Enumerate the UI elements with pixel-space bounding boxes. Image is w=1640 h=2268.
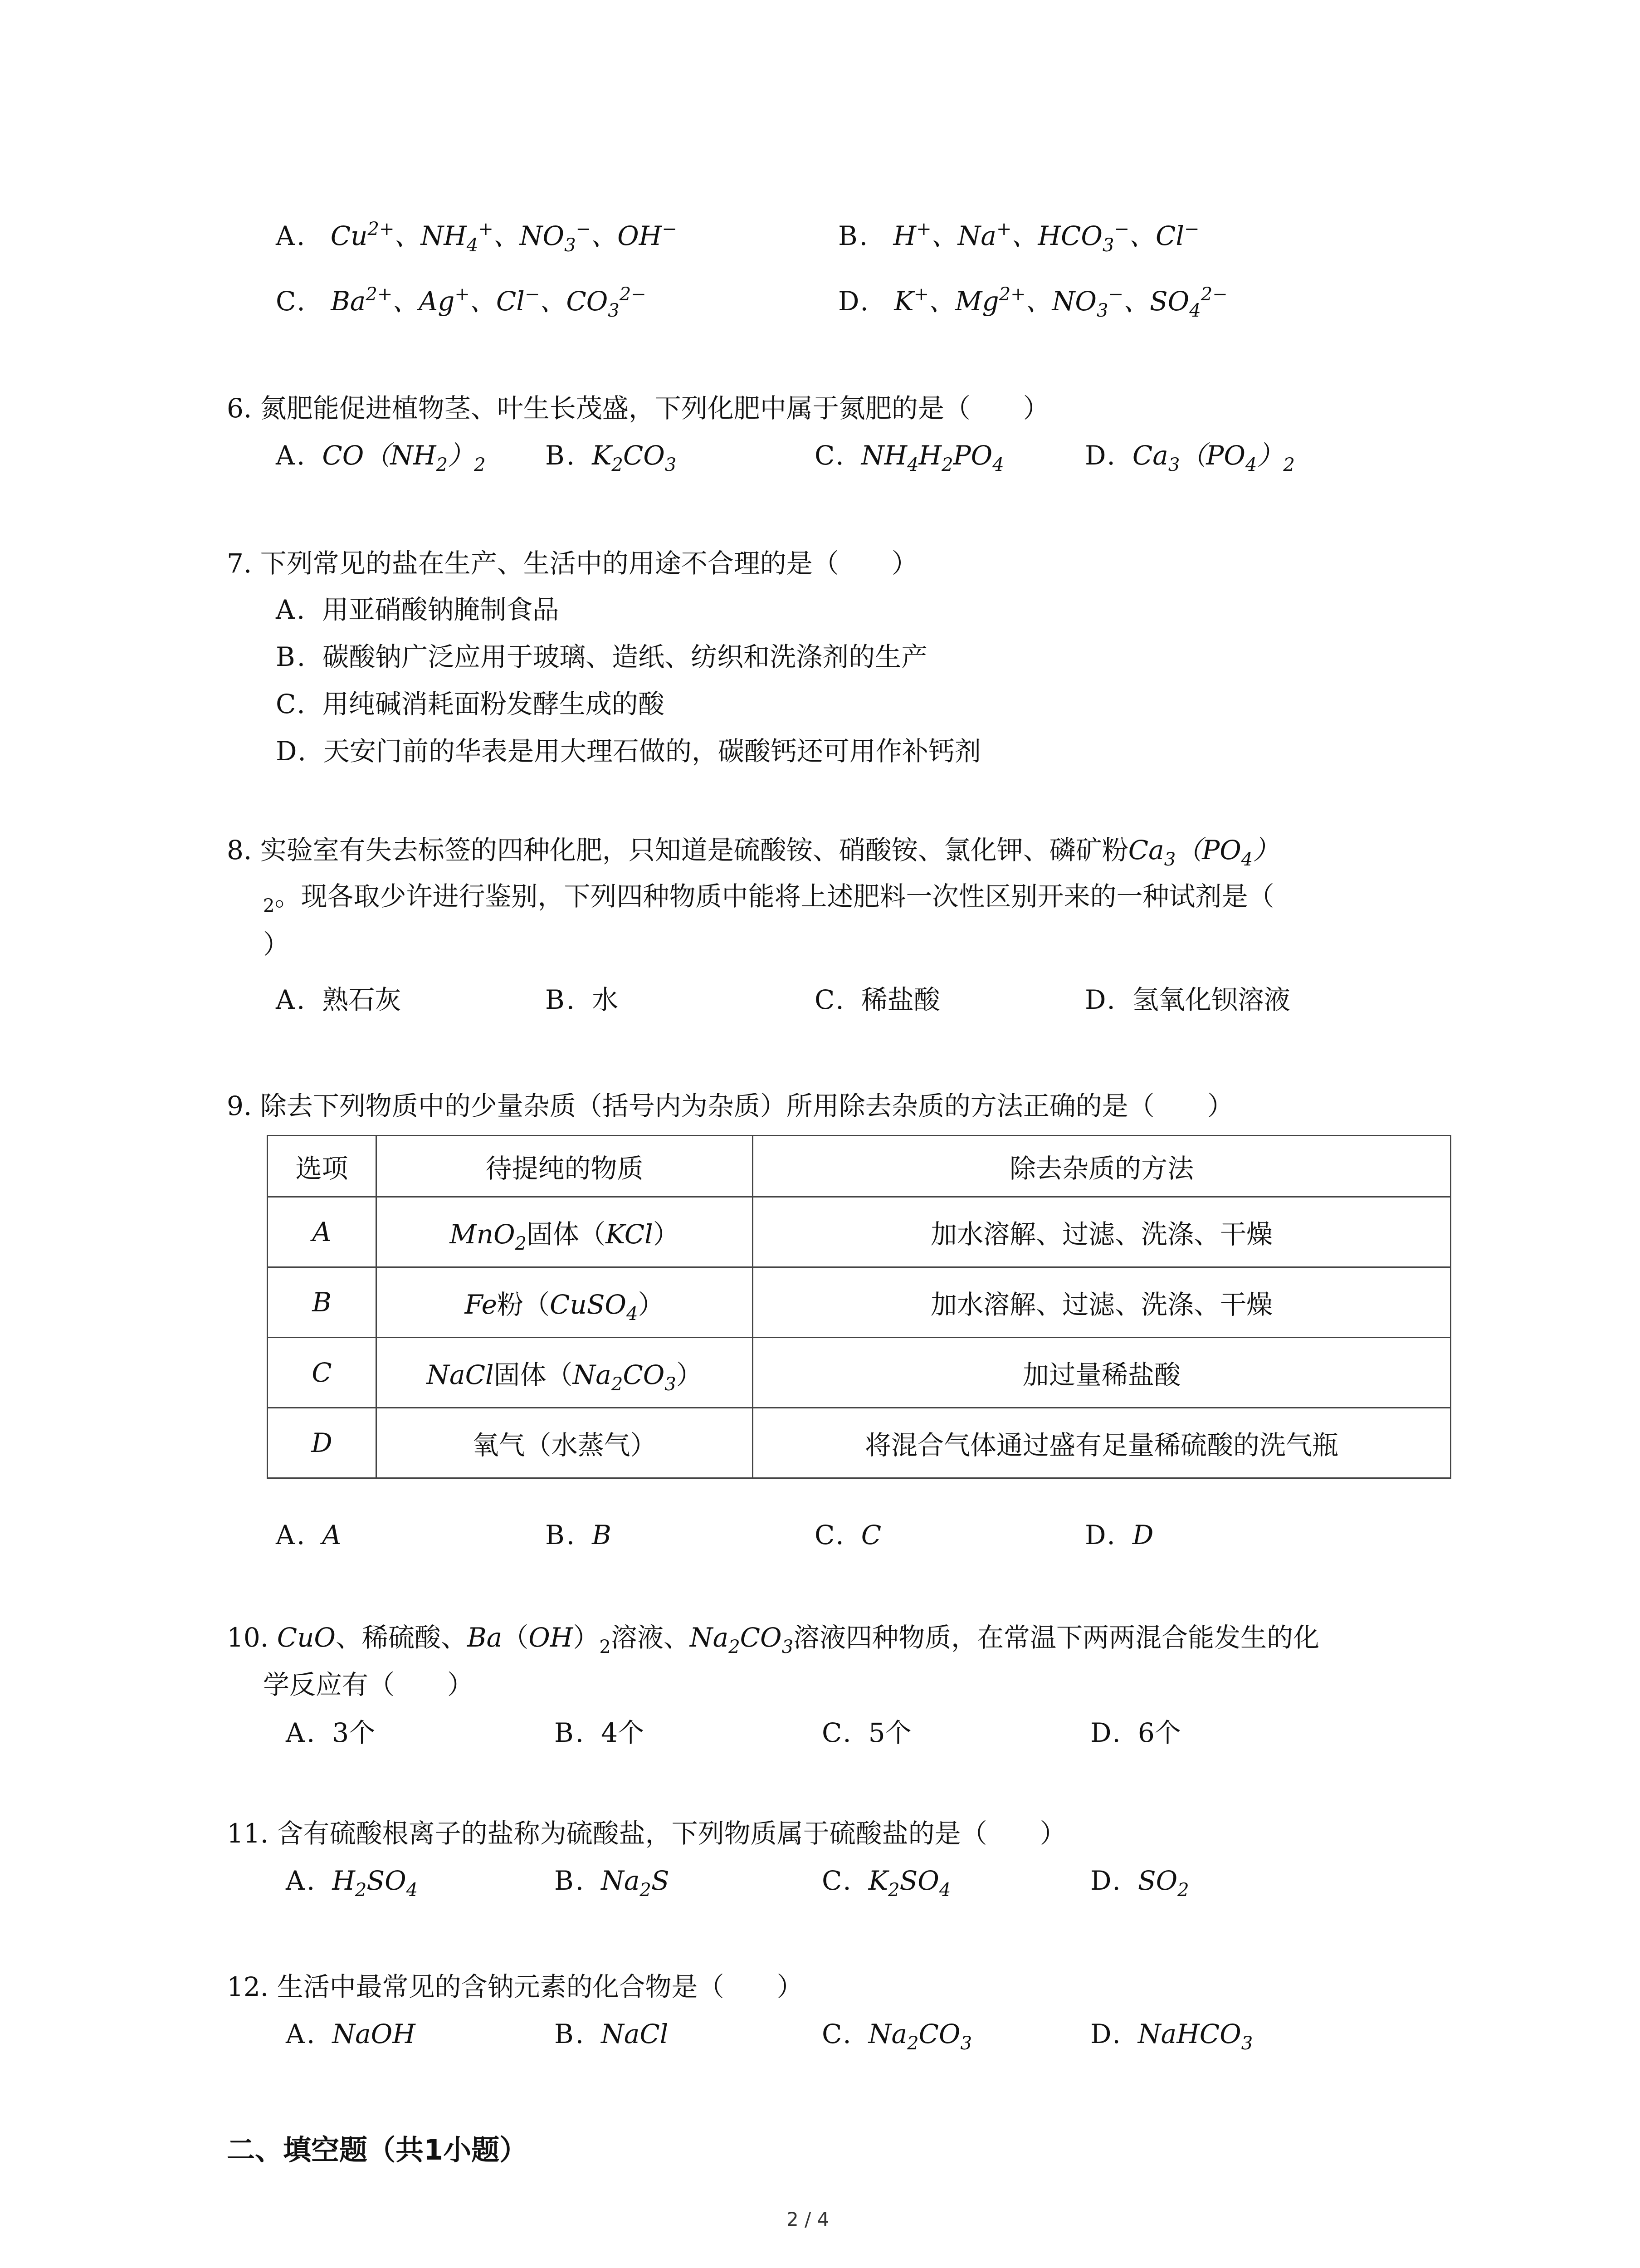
option-label: B. [554,1717,586,1748]
q6-option-d [1085,436,1295,474]
option-label: C. [822,1865,853,1896]
table-cell-substance: MnO$_2$固体（KCl） [376,1197,753,1267]
option-label: D. [1090,1865,1123,1896]
q7-option-b [276,638,927,676]
option-label: C. [815,984,846,1015]
page-number: 2 / 4 [786,2208,830,2230]
q9-table [267,1135,1451,1479]
q11-stem: 11. 含有硫酸根离子的盐称为硫酸盐，下列物质属于硫酸盐的是（ ） [227,1818,1066,1849]
q5-option-d [838,282,1228,320]
option-formula: $SO_2$ [1137,1865,1189,1901]
q10-stem-line2: 学反应有（ ） [263,1669,474,1700]
q10-option-b [554,1714,644,1752]
option-label: B. [554,1865,586,1896]
option-text: 碳酸钠广泛应用于玻璃、造纸、纺织和洗涤剂的生产 [322,641,928,672]
table-row [268,1408,1451,1478]
q10-option-d [1090,1714,1181,1752]
q8-stem-line2 [263,877,1274,915]
q8-stem-line1 [227,831,1279,869]
q11-option-d [1090,1862,1189,1900]
q8-option-c [815,981,940,1019]
option-label: D. [276,736,308,767]
option-formula: $CO(NH_2)_2$ [322,440,486,475]
q6-stem: 6. 氮肥能促进植物茎、叶生长茂盛，下列化肥中属于氮肥的是（ ） [227,393,1049,424]
option-text: D [1132,1520,1154,1550]
q8-option-d [1085,981,1290,1019]
option-label: C. [815,440,846,471]
option-formula: $Cu^{2+}$、$NH_4^+$、$NO_3^-$、OH− [330,219,677,256]
option-text: 用纯碱消耗面粉发酵生成的酸 [322,689,664,719]
option-formula: $H_2SO_4$ [332,1865,418,1901]
table-row [268,1338,1451,1408]
option-label: D. [1085,440,1117,471]
option-formula: $Ba^{2+}$、Ag+、Cl−、$CO_3^{2-}$ [331,284,646,321]
stem-text: 溶液四种物质，在常温下两两混合能发生的化 [793,1622,1320,1653]
option-label: C. [276,689,307,719]
option-formula: NaHCO$_3$ [1137,2019,1253,2054]
option-text: 稀盐酸 [861,984,940,1015]
subscript: 2 [263,895,275,916]
option-label: A. [276,440,307,471]
option-formula: $Na_2S$ [601,1865,669,1901]
q12-option-d [1090,2015,1253,2053]
option-label: A. [286,2019,317,2049]
table-header: 待提纯的物质 [376,1136,753,1197]
option-text: B [592,1520,611,1550]
option-label: D. [1090,2019,1123,2049]
q12-option-a [286,2015,415,2053]
table-header-row [268,1136,1451,1197]
q5-option-b [838,217,1199,255]
option-label: B. [545,984,577,1015]
q8-option-a [276,981,401,1019]
q6-option-b [545,436,676,474]
q9-option-b [545,1516,611,1554]
q11-option-b [554,1862,669,1900]
stem-formula: $Ca_3(PO_4)$ [1128,835,1279,870]
q11-option-c [822,1862,951,1900]
option-formula: $K_2CO_3$ [592,440,677,475]
option-label: C. [822,1717,853,1748]
q5-option-a [276,217,677,255]
table-cell-method: 加过量稀盐酸 [753,1338,1451,1408]
question-number: 10. [227,1622,269,1653]
option-label: C. [276,286,307,317]
q9-option-d [1085,1516,1153,1554]
option-label: D. [1085,1520,1117,1550]
option-label: A. [276,594,307,625]
q9-stem: 9. 除去下列物质中的少量杂质（括号内为杂质）所用除去杂质的方法正确的是（ ） [227,1090,1234,1121]
option-text: NaCl [601,2019,669,2049]
table-cell-method: 将混合气体通过盛有足量稀硫酸的洗气瓶 [753,1408,1451,1478]
option-label: C. [822,2019,853,2049]
option-text: 6个 [1137,1717,1181,1748]
table-cell-method: 加水溶解、过滤、洗涤、干燥 [753,1197,1451,1267]
option-text: 3个 [332,1717,376,1748]
option-text: NaOH [332,2019,415,2049]
stem-text: 8. 实验室有失去标签的四种化肥，只知道是硫酸铵、硝酸铵、氯化钾、磷矿粉 [227,835,1128,865]
option-label: D. [1090,1717,1123,1748]
option-formula: $K_2SO_4$ [868,1865,951,1901]
option-label: B. [545,440,577,471]
q7-option-a [276,591,559,629]
option-label: A. [286,1865,317,1896]
option-label: A. [276,1520,307,1550]
q11-option-a [286,1862,418,1900]
q8-option-b [545,981,618,1019]
option-label: B. [838,220,870,251]
q7-option-c [276,685,664,723]
q10-option-a [286,1714,375,1752]
q9-option-c [815,1516,881,1554]
option-text: 氢氧化钡溶液 [1132,984,1290,1015]
stem-formula: CuO [277,1622,336,1653]
q7-stem: 7. 下列常见的盐在生产、生活中的用途不合理的是（ ） [227,548,918,579]
option-label: B. [276,641,308,672]
table-cell-option: A [268,1197,376,1267]
table-cell-substance: 氧气（水蒸气） [376,1408,753,1478]
option-formula: K+、$Mg^{2+}$、$NO_3^-$、$SO_4^{2-}$ [894,284,1228,321]
stem-text: 。现各取少许进行鉴别，下列四种物质中能将上述肥料一次性区别开来的一种试剂是（ [274,881,1274,912]
q10-option-c [822,1714,912,1752]
q6-option-c [815,436,1004,474]
option-label: A. [276,220,307,251]
q12-stem: 12. 生活中最常见的含钠元素的化合物是（ ） [227,1971,803,2002]
section-title: 二、填空题（共1小题） [227,2133,528,2166]
table-cell-option: D [268,1408,376,1478]
option-text: C [861,1520,882,1550]
option-label: D. [1085,984,1117,1015]
option-formula: $Ca_3(PO_4)_2$ [1132,440,1295,475]
option-text: A [322,1520,342,1550]
q8-stem-line3: ） [263,929,290,960]
q5-option-c [276,282,646,320]
option-text: 用亚硝酸钠腌制食品 [322,594,559,625]
option-formula: $Na_2CO_3$ [868,2019,972,2054]
option-text: 熟石灰 [322,984,401,1015]
table-header: 除去杂质的方法 [753,1136,1451,1197]
table-row [268,1267,1451,1338]
option-text: 水 [592,984,619,1015]
table-cell-substance: Fe粉（CuSO$_4$） [376,1267,753,1338]
table-cell-option: B [268,1267,376,1338]
table-cell-method: 加水溶解、过滤、洗涤、干燥 [753,1267,1451,1338]
q12-option-c [822,2015,972,2053]
option-label: A. [276,984,307,1015]
table-cell-option: C [268,1338,376,1408]
option-label: D. [838,286,870,317]
q10-stem-line1: 10. CuO、稀硫酸、$Ba(OH)_2$溶液、$Na_2CO_3$溶液四种物质，在常温下两两混合能发生的化 [227,1622,1320,1657]
option-label: A. [286,1717,317,1748]
option-formula: $NH_4H_2PO_4$ [861,440,1004,475]
q6-option-a [276,436,486,474]
table-header: 选项 [268,1136,376,1197]
table-row [268,1197,1451,1267]
option-label: B. [554,2019,586,2049]
option-label: B. [545,1520,577,1550]
q9-option-a [276,1516,341,1554]
q12-option-b [554,2015,668,2053]
option-text: 4个 [601,1717,644,1748]
option-label: C. [815,1520,846,1550]
option-formula: H+、Na+、$HCO_3^-$、Cl− [893,219,1200,256]
option-text: 5个 [868,1717,912,1748]
option-text: 天安门前的华表是用大理石做的，碳酸钙还可用作补钙剂 [323,736,981,767]
table-cell-substance: NaCl固体$(Na_2CO_3)$ [376,1338,753,1408]
q7-option-d [276,732,981,770]
